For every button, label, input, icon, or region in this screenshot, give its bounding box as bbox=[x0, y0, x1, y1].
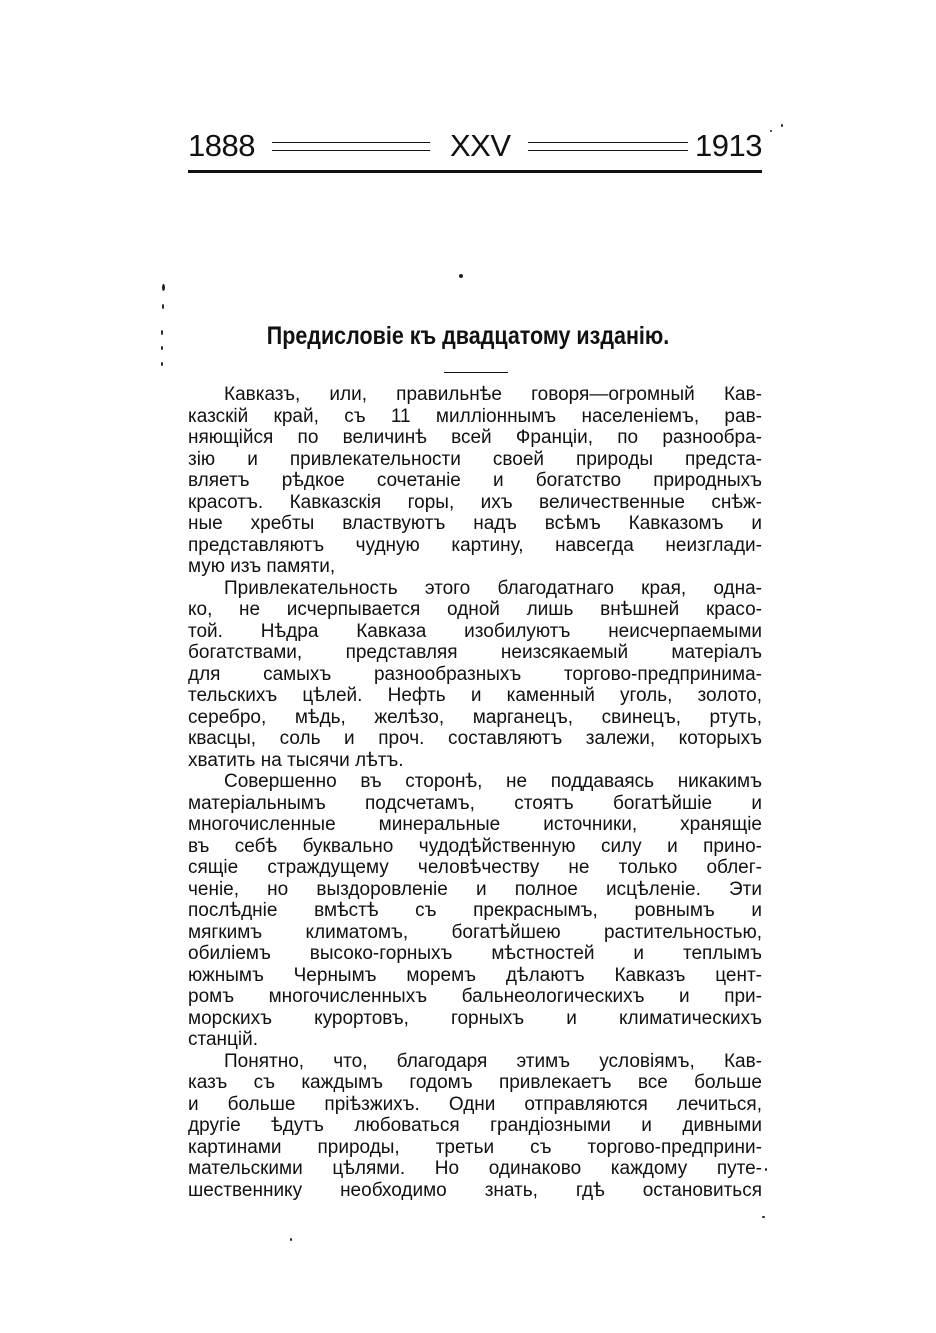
text-line: шественнику необходимо знать, гдѣ остановиться bbox=[188, 1179, 762, 1201]
text-line: серебро, мѣдь, желѣзо, марганецъ, свинецъ, ртуть, bbox=[188, 706, 762, 728]
text-line: ромъ многочисленныхъ бальнеологическихъ и при- bbox=[188, 986, 762, 1007]
text-line: Понятно, что, благодаря этимъ условіямъ, Кав- bbox=[224, 1050, 762, 1072]
text-line: мягкимъ климатомъ, богатѣйшею растительностью, bbox=[188, 921, 762, 943]
scan-speck bbox=[762, 1216, 765, 1218]
text-line: казъ съ каждымъ годомъ привлекаетъ все больше bbox=[188, 1072, 762, 1093]
text-line: обиліемъ высоко-горныхъ мѣстностей и теплымъ bbox=[188, 943, 762, 964]
scan-speck bbox=[459, 274, 463, 278]
text-line: мательскими цѣлями. Но одинаково каждому путе- bbox=[188, 1158, 762, 1179]
text-line: квасцы, соль и проч. составляютъ залежи, которыхъ bbox=[188, 728, 762, 749]
text-line: послѣдніе вмѣстѣ съ прекраснымъ, ровнымъ и bbox=[188, 900, 762, 921]
scan-speck bbox=[765, 1168, 767, 1171]
text-line: вляетъ рѣдкое сочетаніе и богатство природныхъ bbox=[188, 470, 762, 491]
text-line: морскихъ курортовъ, горныхъ и климатическихъ bbox=[188, 1007, 762, 1029]
body-text bbox=[188, 384, 762, 1201]
text-line: южнымъ Чернымъ моремъ дѣлаютъ Кавказъ цент- bbox=[188, 964, 762, 986]
text-line: другіе ѣдутъ любоваться грандіозными и дивными bbox=[188, 1115, 762, 1136]
header-underline bbox=[188, 170, 762, 173]
text-line: картинами природы, третьи съ торгово-предприни- bbox=[188, 1136, 762, 1158]
text-line: мую изъ памяти, bbox=[188, 556, 336, 577]
text-line: матеріальнымъ подсчетамъ, стоятъ богатѣйшіе и bbox=[188, 792, 762, 814]
paragraph-1 bbox=[188, 384, 762, 578]
text-line: въ себѣ буквально чудодѣйственную силу и прино- bbox=[188, 835, 762, 857]
text-line: многочисленные минеральные источники, хранящіе bbox=[188, 814, 762, 835]
paragraph-2 bbox=[188, 578, 762, 772]
text-line: и больше пріѣзжихъ. Одни отправляются лечиться, bbox=[188, 1093, 762, 1115]
scan-speck bbox=[781, 124, 783, 127]
text-line: для самыхъ разнообразныхъ торгово-предпринима- bbox=[188, 663, 762, 685]
text-line: Совершенно въ сторонѣ, не поддаваясь никакимъ bbox=[224, 771, 762, 792]
text-line: представляютъ чудную картину, навсегда неизглади- bbox=[188, 534, 762, 556]
header-year-start: 1888 bbox=[188, 128, 255, 163]
scan-speck bbox=[162, 304, 164, 309]
page-title: Предисловіе къ двадцатому изданію. bbox=[266, 322, 670, 350]
scan-speck bbox=[162, 284, 165, 291]
text-line: станцій. bbox=[188, 1029, 259, 1050]
scan-speck bbox=[161, 362, 163, 366]
scan-speck bbox=[290, 1238, 292, 1241]
paragraph-3 bbox=[188, 771, 762, 1051]
text-line: той. Нѣдра Кавказа изобилуютъ неисчерпаемыми bbox=[188, 620, 762, 642]
text-line: няющійся по величинѣ всей Франціи, по разнообра- bbox=[188, 427, 762, 448]
header-year-end: 1913 bbox=[695, 128, 762, 163]
header-double-rule-right bbox=[528, 142, 688, 151]
text-line: богатствами, представляя неизсякаемый матеріалъ bbox=[188, 642, 762, 663]
text-line: сящіе страждущему человѣчеству не только облег- bbox=[188, 857, 762, 878]
text-line: Кавказъ, или, правильнѣе говоря—огромный Кав- bbox=[224, 384, 762, 405]
header-double-rule-left bbox=[272, 142, 430, 151]
paragraph-4 bbox=[188, 1051, 762, 1202]
running-header bbox=[188, 126, 762, 172]
text-line: зію и привлекательности своей природы предста- bbox=[188, 448, 762, 470]
text-line: ные хребты властвуютъ надъ всѣмъ Кавказомъ и bbox=[188, 513, 762, 534]
text-line: ко, не исчерпывается одной лишь внѣшней красо- bbox=[188, 599, 762, 620]
text-line: хватить на тысячи лѣтъ. bbox=[188, 749, 404, 771]
scan-speck bbox=[770, 130, 772, 132]
text-line: красотъ. Кавказскія горы, ихъ величественные снѣж- bbox=[188, 491, 762, 513]
title-rule bbox=[444, 372, 508, 373]
text-line: казскій край, съ 11 милліоннымъ населеніемъ, рав- bbox=[188, 405, 762, 427]
text-line: ченіе, но выздоровленіе и полное исцѣленіе. Эти bbox=[188, 878, 762, 900]
text-line: тельскихъ цѣлей. Нефть и каменный уголь, золото, bbox=[188, 685, 762, 706]
text-line: Привлекательность этого благодатнаго края, одна- bbox=[224, 577, 762, 599]
scan-speck bbox=[161, 346, 163, 350]
scan-speck bbox=[161, 330, 163, 335]
header-anniversary-numeral: XXV bbox=[450, 128, 511, 163]
